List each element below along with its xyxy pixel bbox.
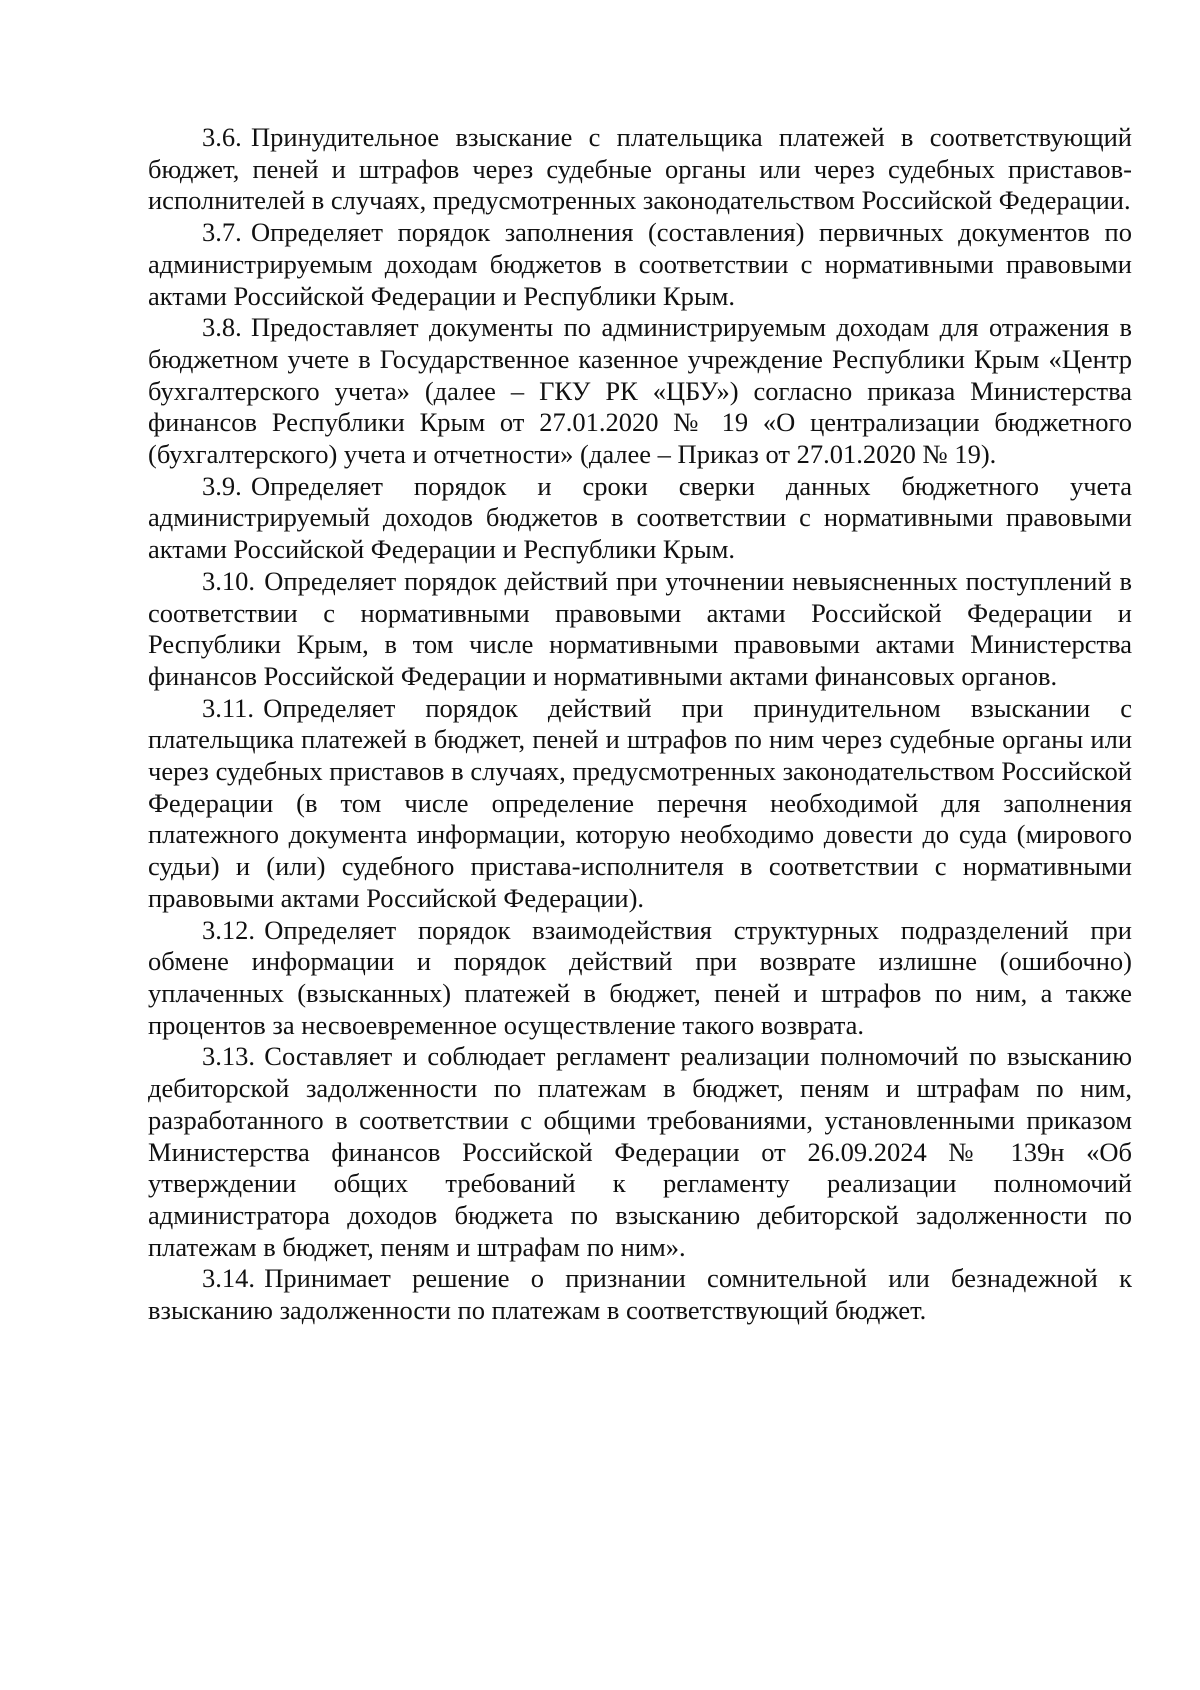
paragraph-text: Определяет порядок и сроки сверки данных бюджетного учета администрируемый доходов бюджетов в соответствии с нормативными правовыми актами Российской Федерации и Республики Крым. bbox=[148, 470, 1132, 565]
paragraph-text: Принудительное взыскание с плательщика платежей в соответствующий бюджет, пеней и штрафов через судебные органы или через судебных приставов-исполнителей в случаях, предусмотренных законодательством Российской Федерации. bbox=[148, 122, 1132, 216]
paragraph-3-10 bbox=[148, 566, 1132, 693]
paragraph-text: Определяет порядок действий при уточнении невыясненных поступлений в соответствии с нормативными правовыми актами Российской Федерации и Республики Крым, в том числе нормативными правовыми актами Министерства финансов Российской Федерации и нормативными актами финансовых органов. bbox=[148, 565, 1132, 691]
paragraph-text: Определяет порядок взаимодействия структурных подразделений при обмене информации и порядок действий при возврате излишне (ошибочно) уплаченных (взысканных) платежей в бюджет, пеней и штрафов по ним, а также процентов за несвоевременное осуществление такого возврата. bbox=[148, 914, 1132, 1040]
paragraph-text: Определяет порядок действий при принудительном взыскании с плательщика платежей в бюджет, пеней и штрафов по ним через судебные органы или через судебных приставов в случаях, предусмотренных законодательством Российской Федерации (в том числе определение перечня необходимой для заполнения платежного документа информации, которую необходимо довести до суда (мирового судьи) и (или) судебного пристава-исполнителя в соответствии с нормативными правовыми актами Российской Федерации). bbox=[148, 692, 1132, 913]
paragraph-3-12 bbox=[148, 915, 1132, 1042]
paragraph-3-8 bbox=[148, 312, 1132, 471]
paragraph-3-7 bbox=[148, 217, 1132, 312]
paragraph-number: 3.10. bbox=[202, 565, 255, 596]
paragraph-number: 3.7. bbox=[202, 217, 242, 248]
paragraph-number: 3.13. bbox=[202, 1041, 255, 1072]
paragraph-3-14 bbox=[148, 1263, 1132, 1326]
paragraph-number: 3.14. bbox=[202, 1263, 255, 1294]
paragraph-number: 3.9. bbox=[202, 470, 242, 501]
document-body bbox=[148, 122, 1132, 1327]
paragraph-3-11 bbox=[148, 693, 1132, 915]
paragraph-text: Составляет и соблюдает регламент реализации полномочий по взысканию дебиторской задолженности по платежам в бюджет, пеням и штрафам по ним, разработанного в соответствии с общими требованиями, установленными приказом Министерства финансов Российской Федерации от 26.09.2024 № 139н «Об утверждении общих требований к регламенту реализации полномочий администратора доходов бюджета по взысканию дебиторской задолженности по платежам в бюджет, пеням и штрафам по ним». bbox=[148, 1041, 1132, 1262]
paragraph-number: 3.12. bbox=[202, 914, 255, 945]
paragraph-3-13 bbox=[148, 1041, 1132, 1263]
paragraph-text: Предоставляет документы по администрируемым доходам для отражения в бюджетном учете в Государственное казенное учреждение Республики Крым «Центр бухгалтерского учета» (далее – ГКУ РК «ЦБУ») согласно приказа Министерства финансов Республики Крым от 27.01.2020 № 19 «О централизации бюджетного (бухгалтерского) учета и отчетности» (далее – Приказ от 27.01.2020 № 19). bbox=[148, 312, 1132, 470]
paragraph-3-6 bbox=[148, 122, 1132, 217]
paragraph-number: 3.6. bbox=[202, 122, 242, 152]
paragraph-text: Определяет порядок заполнения (составления) первичных документов по администрируемым доходам бюджетов в соответствии с нормативными правовыми актами Российской Федерации и Республики Крым. bbox=[148, 217, 1132, 311]
paragraph-3-9 bbox=[148, 471, 1132, 566]
paragraph-text: Принимает решение о признании сомнительной или безнадежной к взысканию задолженности по платежам в соответствующий бюджет. bbox=[148, 1263, 1132, 1326]
paragraph-number: 3.11. bbox=[202, 692, 255, 723]
paragraph-number: 3.8. bbox=[202, 312, 242, 343]
